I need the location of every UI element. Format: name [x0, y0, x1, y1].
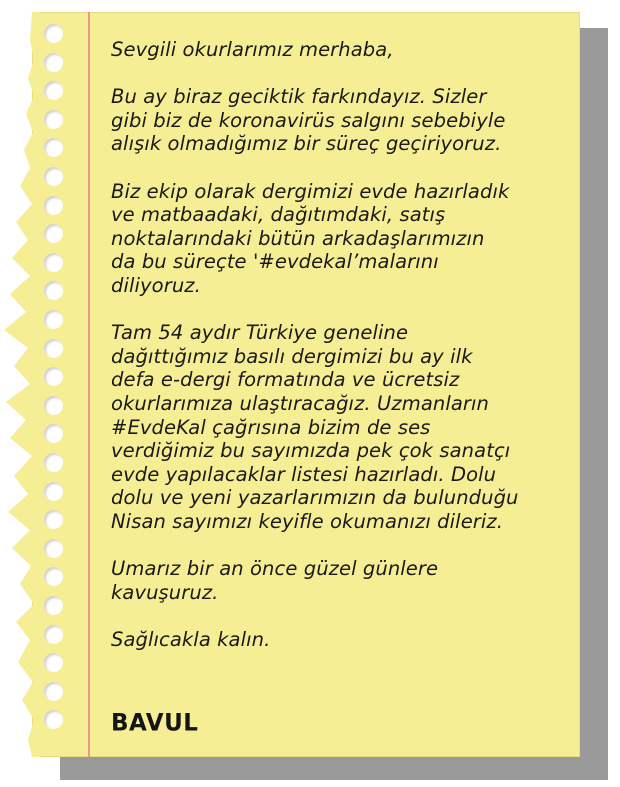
team-paragraph	[111, 180, 566, 298]
binder-hole	[44, 110, 63, 129]
text-line: dolu ve yeni yazarlarımızın da bulunduğu	[111, 486, 519, 510]
text-line: Bu ay biraz geciktik farkındayız. Sizler	[111, 85, 487, 109]
text-line: dağıttığımız basılı dergimizi bu ay ilk	[111, 344, 473, 368]
text-line: #EvdeKal çağrısına bizim de ses	[111, 415, 431, 439]
binder-hole	[44, 253, 63, 272]
text-line: Sevgili okurlarımız merhaba,	[111, 38, 394, 61]
text-line: Sağlıcakla kalın.	[111, 627, 271, 651]
binder-holes	[44, 24, 64, 744]
binder-hole	[44, 510, 63, 529]
binder-hole	[44, 710, 63, 729]
binder-hole	[44, 81, 63, 100]
text-line: gibi biz de koronavirüs salgını sebebiyle	[111, 108, 506, 132]
edergi-paragraph	[111, 321, 566, 533]
text-line: noktalarındaki bütün arkadaşlarımızın	[111, 226, 485, 250]
binder-hole	[44, 310, 63, 329]
binder-hole	[44, 396, 63, 415]
text-line: evde yapılacaklar listesi hazırladı. Dolu	[111, 462, 497, 486]
binder-hole	[44, 224, 63, 243]
text-line: ve matbaadaki, dağıtımdaki, satış	[111, 203, 446, 227]
binder-hole	[44, 482, 63, 501]
letter-body	[111, 38, 566, 675]
binder-hole	[44, 596, 63, 615]
text-line: defa e-dergi formatında ve ücretsiz	[111, 368, 460, 392]
signature-bavul: BAVUL	[111, 709, 199, 737]
binder-hole	[44, 138, 63, 157]
greeting-paragraph	[111, 38, 566, 62]
margin-line	[88, 12, 90, 757]
binder-hole	[44, 567, 63, 586]
text-line: kavuşuruz.	[111, 580, 219, 604]
binder-hole	[44, 424, 63, 443]
binder-hole	[44, 453, 63, 472]
binder-hole	[44, 539, 63, 558]
binder-hole	[44, 653, 63, 672]
binder-hole	[44, 367, 63, 386]
text-line: Tam 54 aydır Türkiye geneline	[111, 321, 409, 345]
binder-hole	[44, 167, 63, 186]
binder-hole	[44, 24, 63, 43]
text-line: da bu süreçte '#evdekal’malarını	[111, 250, 439, 274]
binder-hole	[44, 281, 63, 300]
text-line: Nisan sayımızı keyifle okumanızı dileriz.	[111, 509, 504, 533]
binder-hole	[44, 339, 63, 358]
text-line: Umarız bir an önce güzel günlere	[111, 557, 439, 581]
binder-hole	[44, 625, 63, 644]
text-line: Biz ekip olarak dergimizi evde hazırladık	[111, 179, 510, 203]
hope-paragraph	[111, 557, 566, 604]
text-line: okurlarımıza ulaştıracağız. Uzmanların	[111, 391, 489, 415]
text-line: diliyoruz.	[111, 273, 201, 297]
binder-hole	[44, 53, 63, 72]
closing-paragraph	[111, 628, 566, 652]
text-line: verdiğimiz bu sayımızda pek çok sanatçı	[111, 439, 511, 463]
delay-paragraph	[111, 85, 566, 156]
text-line: alışık olmadığımız bir süreç geçiriyoruz.	[111, 132, 502, 156]
binder-hole	[44, 682, 63, 701]
binder-hole	[44, 196, 63, 215]
